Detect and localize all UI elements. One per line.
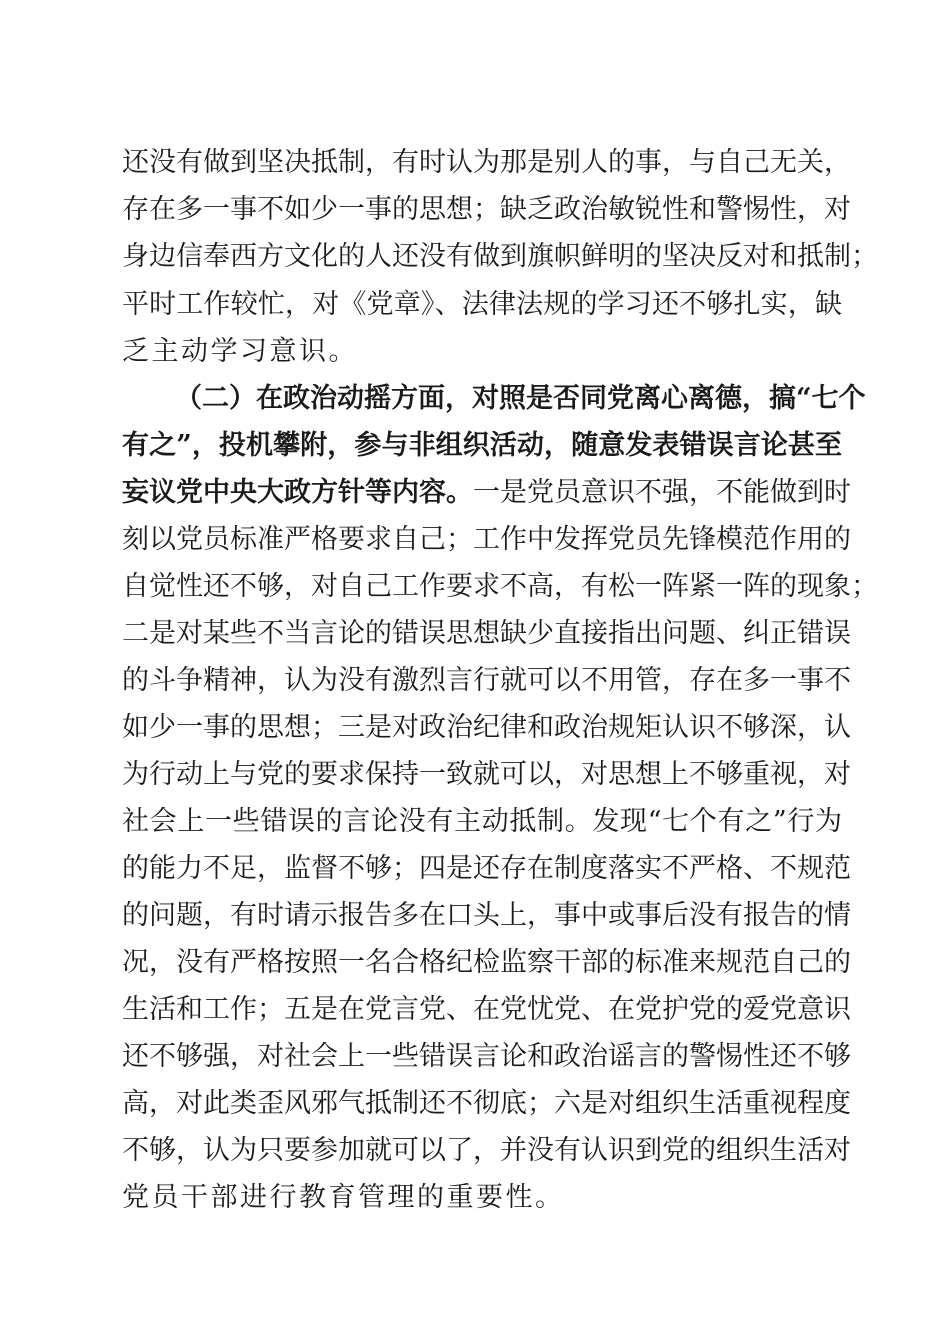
paragraph-2-line-7: 的斗争精神，认为没有激烈言行就可以不用管，存在多一事不: [122, 665, 851, 696]
paragraph-2-line-18: 党员干部进行教育管理的重要性。: [122, 1182, 565, 1213]
paragraph-2-heading-line-2: 有之”，投机攀附，参与非组织活动，随意发表错误言论甚至: [122, 430, 842, 461]
paragraph-2-line-5: 自觉性还不够，对自己工作要求不高，有松一阵紧一阵的现象；: [122, 571, 878, 602]
paragraph-2-line-14: 生活和工作；五是在党言党、在党忧党、在党护党的爱党意识: [122, 994, 851, 1025]
paragraph-2-line-13: 况，没有严格按照一名合格纪检监察干部的标准来规范自己的: [122, 947, 851, 978]
paragraph-2-line-3: [122, 473, 851, 513]
paragraph-1-line-3: 身边信奉西方文化的人还没有做到旗帜鲜明的坚决反对和抵制；: [122, 241, 878, 272]
paragraph-2-line-8: 如少一事的思想；三是对政治纪律和政治规矩认识不够深，认: [122, 712, 851, 743]
paragraph-1-line-5: 乏主动学习意识。: [122, 336, 358, 367]
paragraph-2-line-6: 二是对某些不当言论的错误思想缺少直接指出问题、纠正错误: [122, 618, 851, 649]
paragraph-2-line-11: 的能力不足，监督不够；四是还存在制度落实不严格、不规范: [122, 853, 851, 884]
paragraph-1-line-2: 存在多一事不如少一事的思想；缺乏政治敏锐性和警惕性，对: [122, 194, 851, 225]
paragraph-2-line-16: 高，对此类歪风邪气抵制还不彻底；六是对组织生活重视程度: [122, 1088, 851, 1119]
paragraph-2-line-4: 刻以党员标准严格要求自己；工作中发挥党员先锋模范作用的: [122, 524, 851, 555]
paragraph-2-text-start: 一是党员意识不强，不能做到时: [473, 477, 851, 508]
paragraph-2-heading-line-1: （二）在政治动摇方面，对照是否同党离心离德，搞“七个: [175, 383, 866, 414]
paragraph-2-line-17: 不够，认为只要参加就可以了，并没有认识到党的组织生活对: [122, 1135, 851, 1166]
paragraph-1-line-4: 平时工作较忙，对《党章》、法律法规的学习还不够扎实，缺: [122, 289, 842, 320]
paragraph-2-line-9: 为行动上与党的要求保持一致就可以，对思想上不够重视，对: [122, 759, 851, 790]
paragraph-2-line-10: 社会上一些错误的言论没有主动抵制。发现“七个有之”行为: [122, 806, 842, 837]
paragraph-1-line-1: 还没有做到坚决抵制，有时认为那是别人的事，与自己无关，: [122, 147, 851, 178]
paragraph-2-heading-end: 妄议党中央大政方针等内容。: [122, 477, 473, 508]
paragraph-2-line-15: 还不够强，对社会上一些错误言论和政治谣言的警惕性还不够: [122, 1041, 851, 1072]
paragraph-2-line-12: 的问题，有时请示报告多在口头上，事中或事后没有报告的情: [122, 900, 851, 931]
